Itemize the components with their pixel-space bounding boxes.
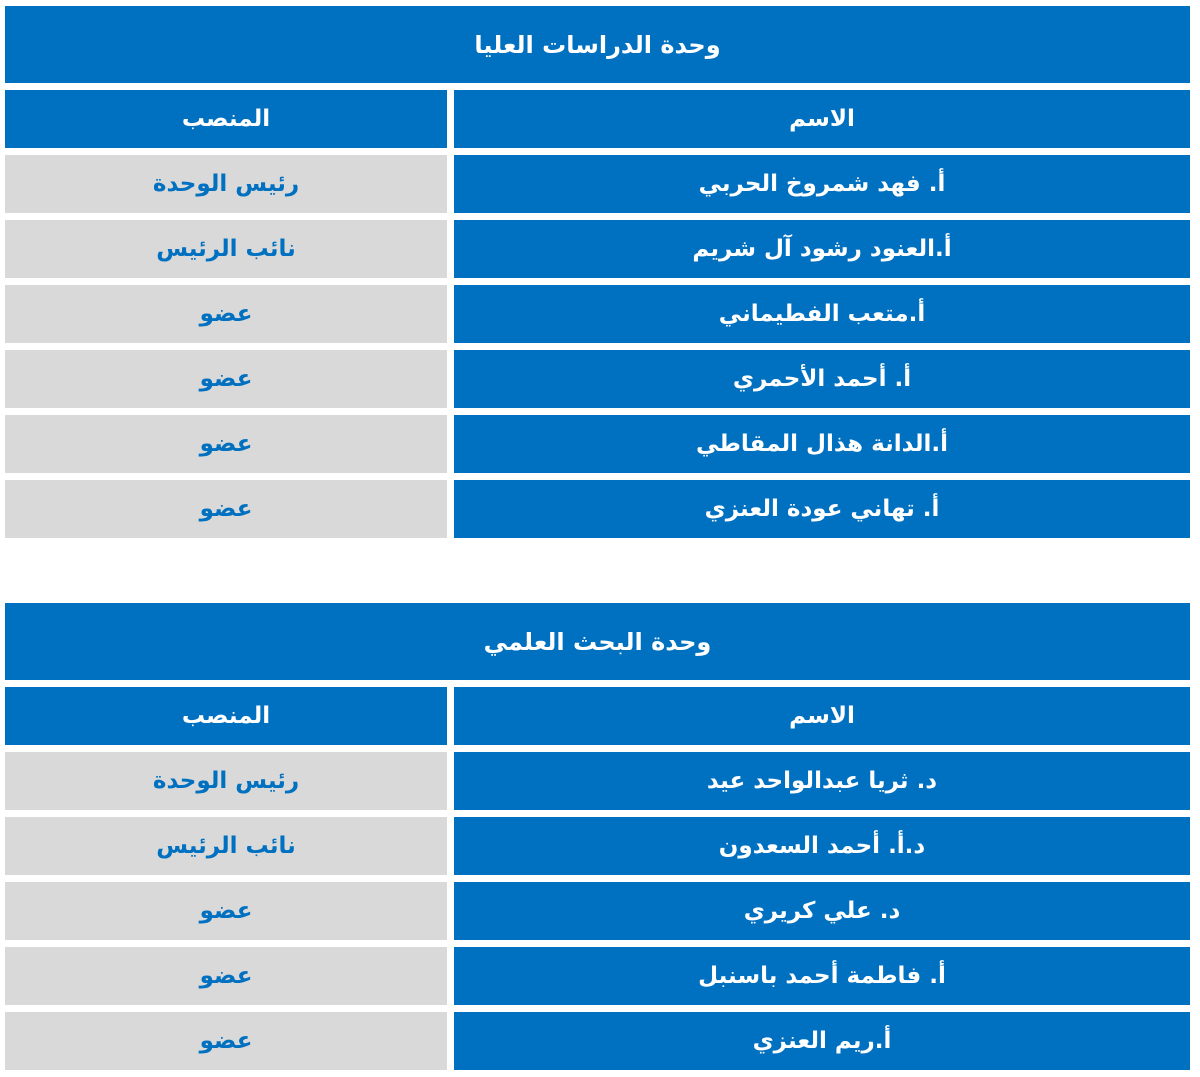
table-row — [5, 415, 1190, 473]
name-cell: أ. أحمد الأحمري — [454, 350, 1190, 408]
role-cell: عضو — [5, 350, 447, 408]
table-row — [5, 752, 1190, 810]
column-header-name: الاسم — [454, 687, 1190, 745]
role-cell: عضو — [5, 480, 447, 538]
name-cell: د. ثريا عبدالواحد عيد — [454, 752, 1190, 810]
role-cell: رئيس الوحدة — [5, 155, 447, 213]
table-row — [5, 155, 1190, 213]
name-cell: أ. فاطمة أحمد باسنبل — [454, 947, 1190, 1005]
header-row — [5, 687, 1190, 745]
name-cell: أ.ريم العنزي — [454, 1012, 1190, 1070]
column-header-name: الاسم — [454, 90, 1190, 148]
role-cell: رئيس الوحدة — [5, 752, 447, 810]
role-cell: نائب الرئيس — [5, 817, 447, 875]
table-row — [5, 1012, 1190, 1070]
name-cell: أ.متعب الفطيماني — [454, 285, 1190, 343]
table-row — [5, 350, 1190, 408]
name-cell: أ. فهد شمروخ الحربي — [454, 155, 1190, 213]
role-cell: عضو — [5, 947, 447, 1005]
column-header-role: المنصب — [5, 90, 447, 148]
table-row — [5, 817, 1190, 875]
name-cell: أ. تهاني عودة العنزي — [454, 480, 1190, 538]
name-cell: د.أ. أحمد السعدون — [454, 817, 1190, 875]
table-row — [5, 947, 1190, 1005]
name-cell: أ.العنود رشود آل شريم — [454, 220, 1190, 278]
table-title: وحدة الدراسات العليا — [5, 6, 1190, 83]
role-cell: عضو — [5, 415, 447, 473]
table-row — [5, 220, 1190, 278]
role-cell: عضو — [5, 1012, 447, 1070]
table-title: وحدة البحث العلمي — [5, 603, 1190, 680]
scientific-research-table — [5, 603, 1190, 1077]
column-header-role: المنصب — [5, 687, 447, 745]
name-cell: أ.الدانة هذال المقاطي — [454, 415, 1190, 473]
role-cell: نائب الرئيس — [5, 220, 447, 278]
name-cell: د. علي كريري — [454, 882, 1190, 940]
role-cell: عضو — [5, 882, 447, 940]
header-row — [5, 90, 1190, 148]
table-row — [5, 882, 1190, 940]
table-row — [5, 480, 1190, 538]
table-row — [5, 285, 1190, 343]
graduate-studies-table — [5, 6, 1190, 545]
role-cell: عضو — [5, 285, 447, 343]
